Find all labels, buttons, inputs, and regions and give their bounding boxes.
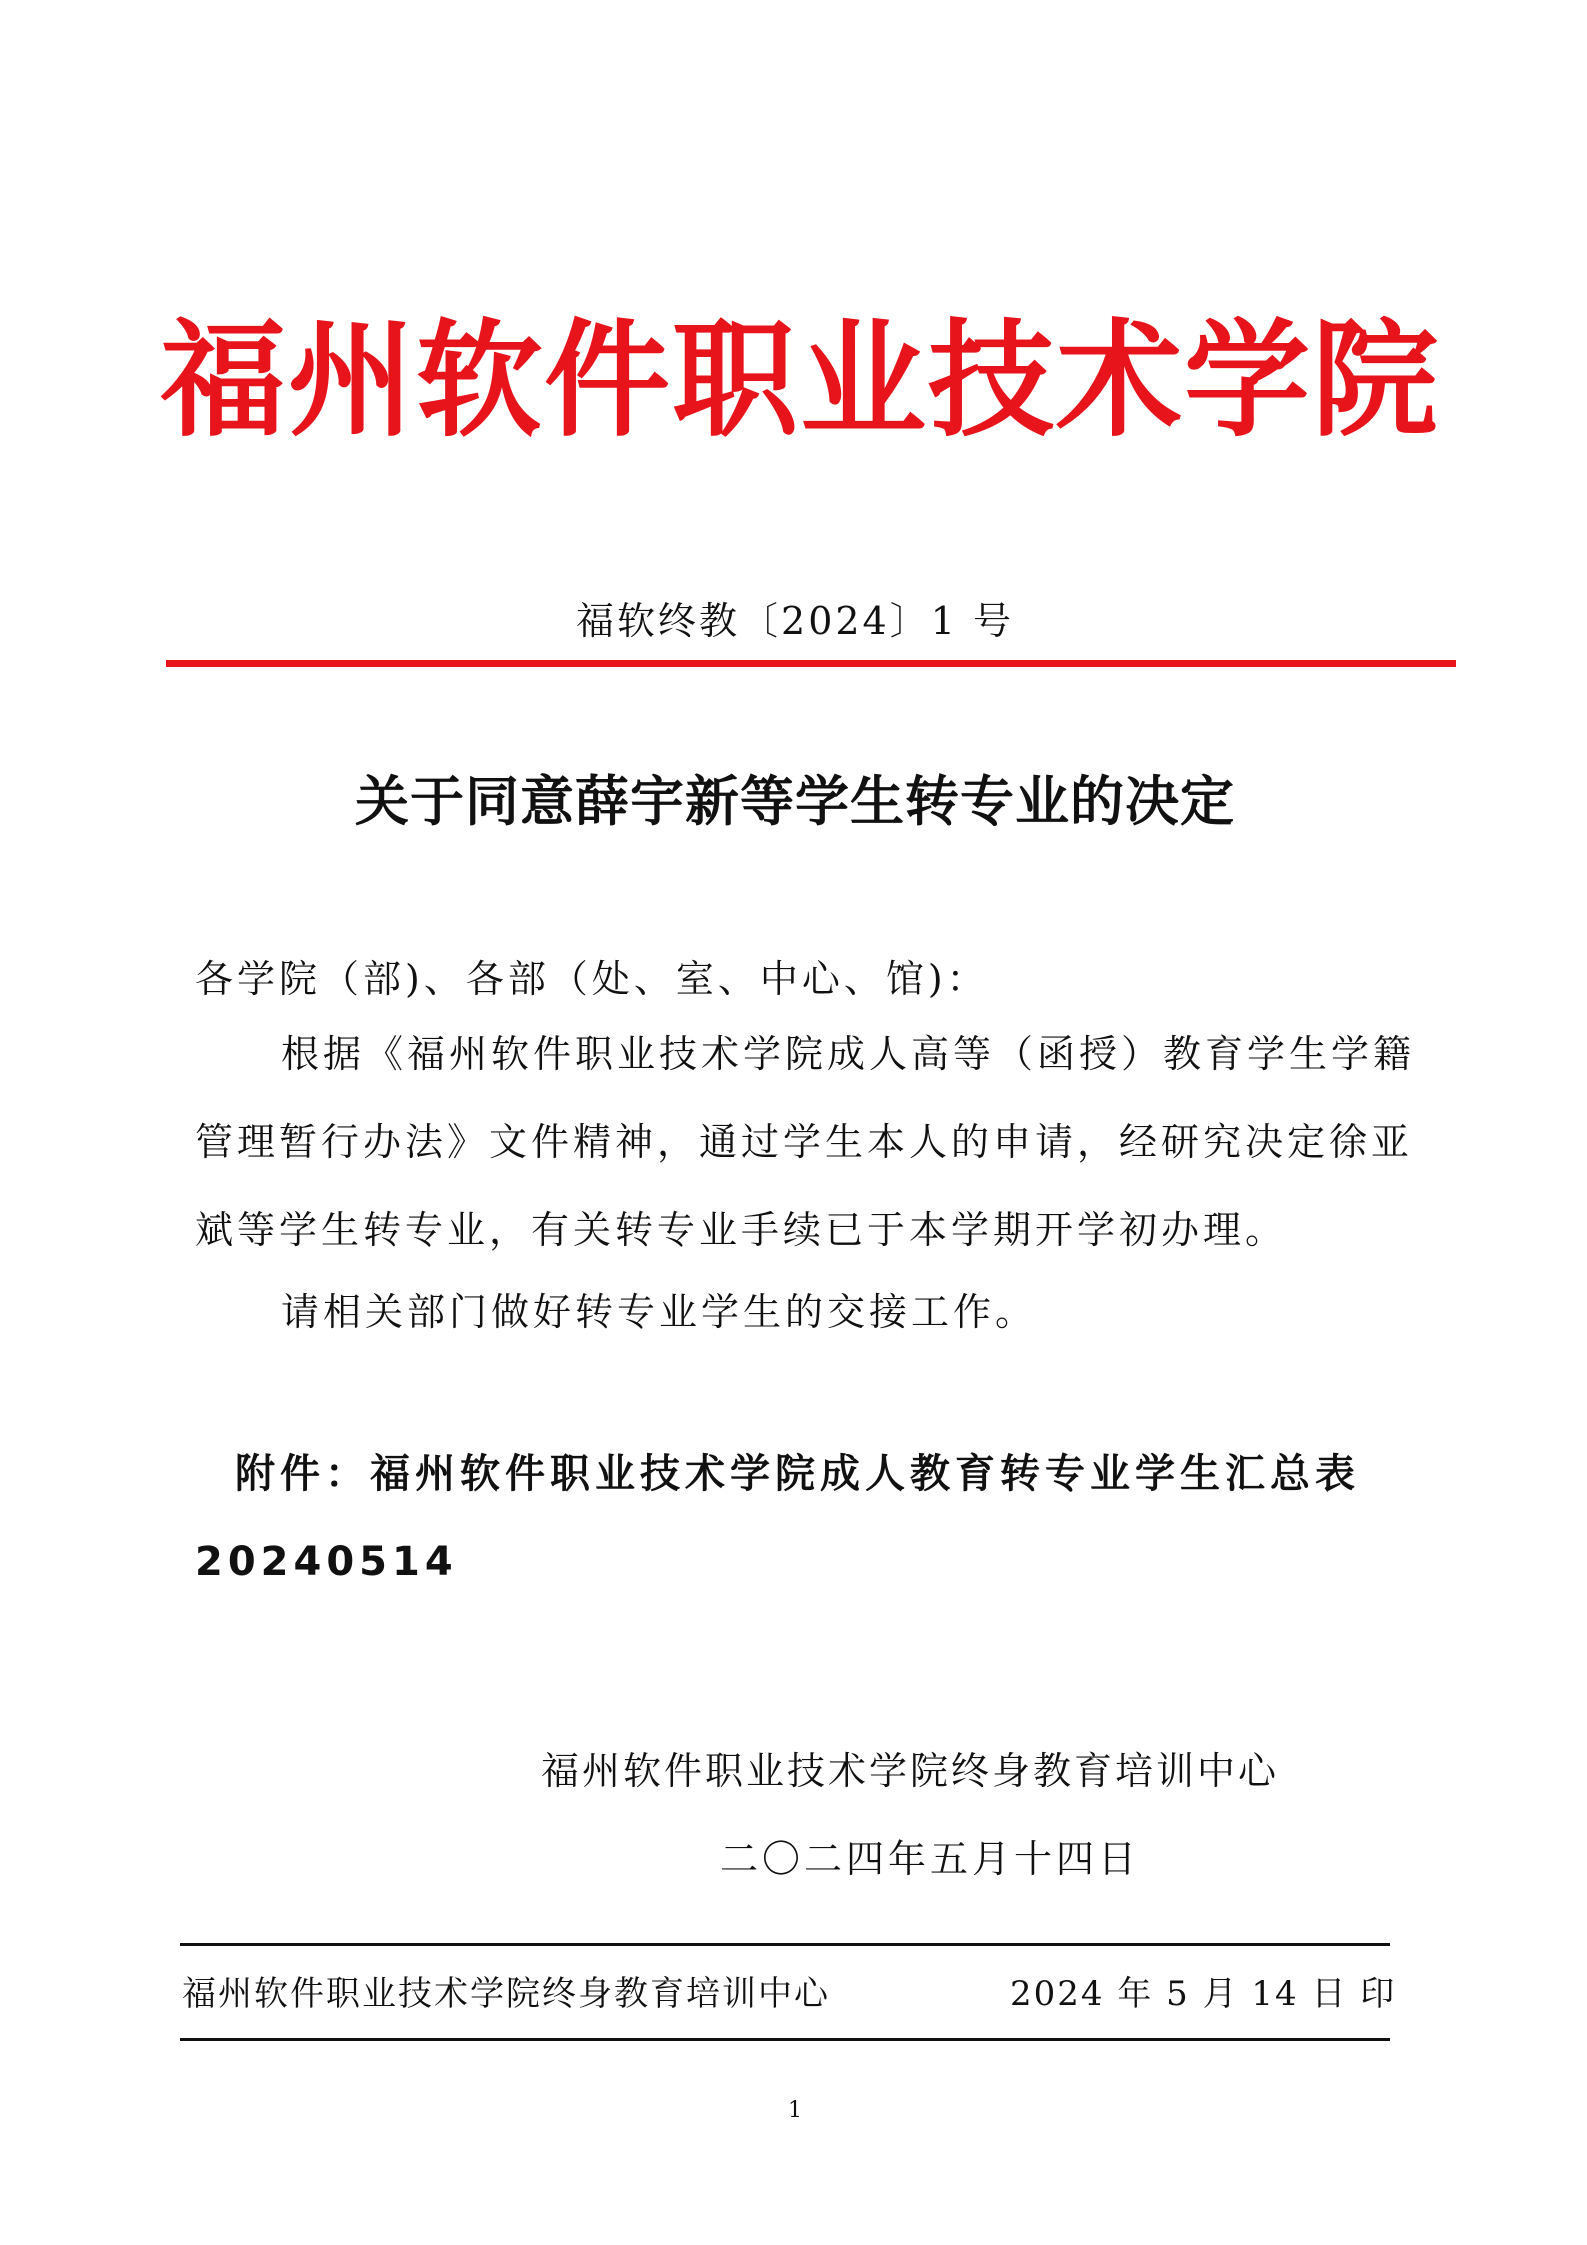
- closing-paragraph: 请相关部门做好转专业学生的交接工作。: [281, 1290, 1038, 1334]
- institution-masthead: 福州软件职业技术学院: [160, 307, 1440, 454]
- page-number: 1: [788, 2098, 802, 2123]
- document-number: 福软终教〔2024〕1 号: [576, 599, 1014, 643]
- salutation: 各学院（部)、各部（处、室、中心、馆)：: [195, 957, 989, 1001]
- attachment-note: 附件：福州软件职业技术学院成人教育转专业学生汇总表20240514: [195, 1451, 1360, 1585]
- footer-top-rule: [180, 1943, 1390, 1946]
- footer-bottom-rule: [180, 2038, 1390, 2041]
- red-divider: [166, 660, 1456, 667]
- footer-organization: 福州软件职业技术学院终身教育培训中心: [182, 1974, 830, 2014]
- document-title: 关于同意薛宇新等学生转专业的决定: [355, 770, 1235, 833]
- issuer-signature: 福州软件职业技术学院终身教育培训中心: [540, 1749, 1279, 1793]
- body-paragraph: 根据《福州软件职业技术学院成人高等（函授）教育学生学籍管理暂行办法》文件精神，通过学生本人的申请，经研究决定徐亚斌等学生转专业，有关转专业手续已于本学期开学初办理。: [195, 1032, 1416, 1252]
- footer-print-date: 2024 年 5 月 14 日 印: [1010, 1974, 1397, 2014]
- issue-date: 二〇二四年五月十四日: [719, 1837, 1140, 1881]
